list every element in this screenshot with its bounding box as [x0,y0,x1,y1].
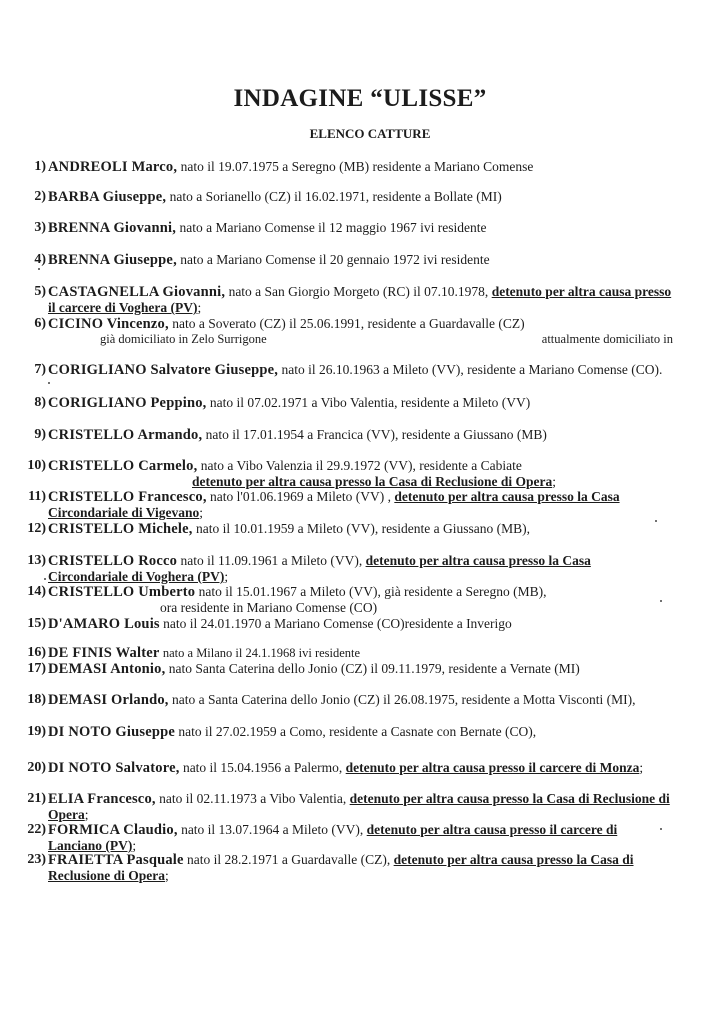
item-name: CRISTELLO Carmelo, [48,458,198,474]
item-name: CRISTELLO Armando, [48,427,203,443]
item-name: BRENNA Giuseppe, [48,252,177,268]
item-name: CICINO Vincenzo, [48,316,169,332]
item-detail: nato a San Giorgio Morgeto (RC) il 07.10.1978, [228,284,489,299]
scan-speck [655,520,657,522]
item-name: FORMICA Claudio, [48,822,178,838]
item-detail: nato il 17.01.1954 a Francica (VV), residente a Giussano (MB) [205,427,547,442]
item-name: CORIGLIANO Salvatore Giuseppe, [48,362,279,378]
item-number: 20) [27,760,46,775]
list-item [27,822,673,853]
item-number: 10) [27,458,46,473]
item-number: 5) [34,284,46,299]
item-detail: nato a Santa Caterina dello Jonio (CZ) il 26.08.1975, residente a Motta Visconti (MI), [172,692,636,707]
list-item [27,616,673,632]
item-detail: nato a Mariano Comense il 20 gennaio 1972 ivi residente [180,252,490,267]
detention-note: detenuto per altra causa presso la Casa Circondariale di Vigevano [48,489,620,520]
item-name: CRISTELLO Umberto [48,584,196,600]
item-detail: nato il 19.07.1975 a Seregno (MB) residente a Mariano Comense [180,159,534,174]
item-end: ; [639,760,644,775]
item-name: CASTAGNELLA Giovanni, [48,284,226,300]
item-detail: nato il 02.11.1973 a Vibo Valentia, [159,791,347,806]
item-detail: nato a Sorianello (CZ) il 16.02.1971, residente a Bollate (MI) [169,189,502,204]
list-item [27,791,673,822]
list-item [27,692,673,708]
item-number: 16) [27,645,46,660]
item-number: 18) [27,692,46,707]
item-detail: nato il 24.01.1970 a Mariano Comense (CO)residente a Inverigo [163,616,512,631]
list-item [27,553,673,584]
list-item [34,427,673,443]
item-number: 4) [34,252,46,267]
item-name: ELIA Francesco, [48,791,156,807]
item-end: ; [552,474,557,489]
item-name: CRISTELLO Rocco [48,553,178,569]
item-name: CRISTELLO Michele, [48,521,193,537]
item-number: 15) [27,616,46,631]
item-name: DEMASI Antonio, [48,661,166,677]
item-name: BARBA Giuseppe, [48,189,167,205]
item-detail: nato il 15.04.1956 a Palermo, [182,760,343,775]
item-number: 9) [34,427,46,442]
item-detail: nato il 07.02.1971 a Vibo Valentia, residente a Mileto (VV) [209,395,531,410]
scan-speck [44,578,46,580]
item-detail: nato a Milano il 24.1.1968 ivi residente [162,646,361,660]
item-number: 13) [27,553,46,568]
item-name: ANDREOLI Marco, [48,159,178,175]
item-name: DI NOTO Giuseppe [48,724,176,740]
list-item [27,724,673,740]
item-number: 7) [34,362,46,377]
item-number: 3) [34,220,46,235]
item-detail: nato il 27.02.1959 a Como, residente a Casnate con Bernate (CO), [178,724,537,739]
list-item [34,316,673,347]
item-name: CORIGLIANO Peppino, [48,395,207,411]
item-number: 21) [27,791,46,806]
list-item [27,760,673,776]
list-item [34,220,673,236]
detention-note: detenuto per altra causa presso il carcere di Monza [345,760,640,775]
item-detail: nato l'01.06.1969 a Mileto (VV) , [210,489,391,504]
item-second-line: già domiciliato in Zelo Surrigone [100,332,267,346]
detention-note: detenuto per altra causa presso la Casa Circondariale di Voghera (PV) [48,553,591,584]
list-item [27,584,673,615]
list-item [27,645,673,661]
list-item [34,159,673,175]
item-detail: nato il 13.07.1964 a Mileto (VV), [181,822,364,837]
item-number: 11) [28,489,46,504]
item-detail: nato Santa Caterina dello Jonio (CZ) il 09.11.1979, residente a Vernate (MI) [168,661,580,676]
item-name: DE FINIS Walter [48,645,160,661]
list-item [27,661,673,677]
scan-speck [38,268,40,270]
item-detail: nato a Vibo Valenzia il 29.9.1972 (VV), residente a Cabiate [200,458,522,473]
item-end: ; [199,505,204,520]
item-detail: nato a Soverato (CZ) il 25.06.1991, residente a Guardavalle (CZ) [172,316,525,331]
item-number: 12) [27,521,46,536]
item-number: 23) [27,852,46,867]
detention-note: detenuto per altra causa presso il carcere di Lanciano (PV) [48,822,618,853]
item-name: D'AMARO Louis [48,616,160,632]
item-number: 14) [27,584,46,599]
item-number: 17) [27,661,46,676]
item-end: ; [197,300,202,315]
item-name: DEMASI Orlando, [48,692,169,708]
detention-note: detenuto per altra causa presso il carcere di Voghera (PV) [48,284,672,315]
item-end: ; [84,807,89,822]
list-item [34,362,673,378]
item-number: 6) [34,316,46,331]
item-number: 19) [27,724,46,739]
item-number: 1) [34,159,46,174]
detention-note: detenuto per altra causa presso la Casa di Reclusione di Opera [48,791,670,822]
item-end: ; [165,868,169,883]
list-item [27,852,673,883]
scan-speck [660,600,662,602]
item-detail: nato il 26.10.1963 a Mileto (VV), residente a Mariano Comense (CO). [281,362,663,377]
detention-note: detenuto per altra causa presso la Casa di Reclusione di Opera [48,852,634,883]
item-name: BRENNA Giovanni, [48,220,177,236]
scan-speck [48,382,50,384]
item-number: 22) [27,822,46,837]
item-detail: nato il 15.01.1967 a Mileto (VV), già residente a Seregno (MB), [198,584,547,599]
list-item [34,284,673,315]
item-detail: nato il 11.09.1961 a Mileto (VV), [180,553,363,568]
list-item [34,189,673,205]
item-name: FRAIETTA Pasquale [48,852,184,868]
item-name: CRISTELLO Francesco, [48,489,207,505]
item-second-line: ora residente in Mariano Comense (CO) [160,600,378,615]
document-subtitle: ELENCO CATTURE [309,126,431,141]
list-item [27,521,673,537]
list-item [28,489,673,520]
list-item [34,252,673,268]
item-detail: nato a Mariano Comense il 12 maggio 1967 ivi residente [179,220,487,235]
item-detail: nato il 28.2.1971 a Guardavalle (CZ), [187,852,391,867]
list-item [27,458,673,489]
document-title: INDAGINE “ULISSE” [233,85,487,112]
item-number: 8) [34,395,46,410]
item-end: ; [224,569,229,584]
list-item [34,395,673,411]
detention-note: detenuto per altra causa presso la Casa di Reclusione di Opera [192,474,553,489]
item-detail: nato il 10.01.1959 a Mileto (VV), residente a Giussano (MB), [195,521,531,536]
item-number: 2) [34,189,46,204]
item-end: ; [132,838,137,853]
item-second-line-right: attualmente domiciliato in [541,332,673,346]
item-name: DI NOTO Salvatore, [48,760,180,776]
scan-speck [660,828,662,830]
